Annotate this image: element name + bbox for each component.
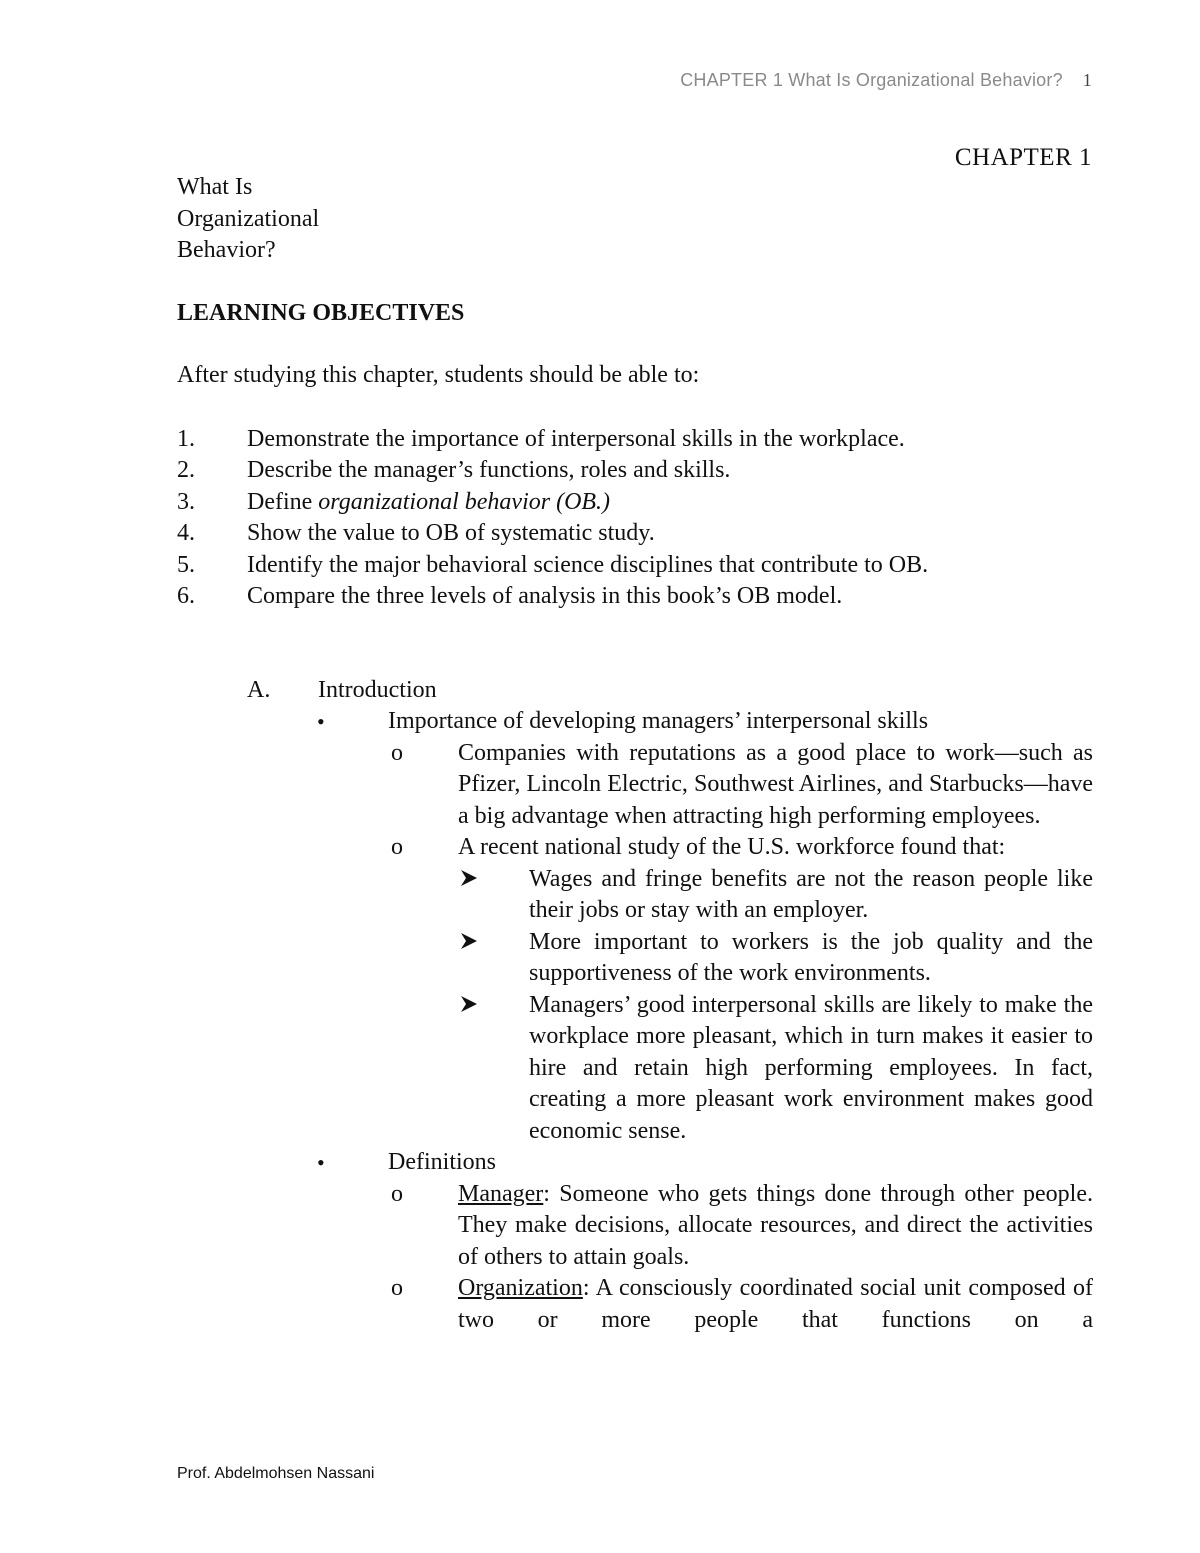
- bullet-label: Definitions: [388, 1149, 496, 1175]
- main-content: [177, 172, 1093, 1336]
- section-label: Introduction: [318, 676, 437, 703]
- section-marker: A.: [247, 676, 271, 703]
- circle-bullet-icon: o: [391, 1180, 403, 1207]
- objective-number: 5.: [177, 551, 195, 578]
- circle-bullet-icon: o: [391, 834, 403, 860]
- objective-text: Demonstrate the importance of interpersonal skills in the workplace.: [247, 425, 905, 452]
- objective-number: 6.: [177, 583, 195, 609]
- running-title: CHAPTER 1 What Is Organizational Behavior?: [680, 70, 1063, 90]
- objective-text: Compare the three levels of analysis in this book’s OB model.: [247, 583, 843, 609]
- definition-term: Manager: [458, 1180, 544, 1207]
- arrow-bullet-icon: [459, 992, 479, 1024]
- bullet-label: Importance of developing managers’ interpersonal skills: [388, 708, 929, 734]
- objective-item: [177, 455, 1093, 487]
- page-number: 1: [1082, 70, 1092, 90]
- subitem-text: Companies with reputations as a good place to work—such as Pfizer, Lincoln Electric, Southwest Airlines, and Starbucks—have a big advantage when attracting high performing employees.: [458, 739, 1093, 829]
- bullet-icon: •: [317, 1150, 325, 1175]
- chapter-title-line: Behavior?: [177, 237, 276, 263]
- objective-number: 2.: [177, 457, 195, 483]
- outline-subitem: [177, 1273, 1093, 1336]
- circle-bullet-icon: o: [391, 739, 403, 766]
- objective-text-prefix: Define: [247, 488, 319, 515]
- learning-objectives-intro: After studying this chapter, students should be able to:: [177, 362, 700, 388]
- outline-subitem: [177, 1179, 1093, 1274]
- bullet-icon: •: [317, 709, 325, 734]
- outline-arrow-item: [177, 927, 1093, 990]
- arrow-item-text: Wages and fringe benefits are not the reason people like their jobs or stay with an employer.: [529, 865, 1093, 923]
- page-footer-author: Prof. Abdelmohsen Nassani: [177, 1465, 375, 1482]
- outline-section: [177, 675, 1093, 707]
- learning-objectives-list: [177, 424, 1093, 613]
- objective-text: Describe the manager’s functions, roles and skills.: [247, 457, 731, 483]
- objective-italic-term: organizational behavior (OB.): [318, 488, 611, 515]
- definition-term: Organization: [458, 1275, 583, 1301]
- objective-item: [177, 487, 1093, 519]
- chapter-title-line: Organizational: [177, 205, 320, 232]
- chapter-outline: [177, 675, 1093, 1337]
- objective-item: [177, 424, 1093, 456]
- outline-subitem: [177, 738, 1093, 833]
- objective-text: Identify the major behavioral science disciplines that contribute to OB.: [247, 551, 929, 578]
- circle-bullet-icon: o: [391, 1275, 403, 1301]
- objective-item: [177, 581, 1093, 613]
- chapter-title: [177, 172, 1093, 267]
- subitem-text: A recent national study of the U.S. workforce found that:: [458, 834, 1006, 860]
- arrow-bullet-icon: [459, 929, 479, 961]
- outline-arrow-item: [177, 864, 1093, 927]
- objective-text: Show the value to OB of systematic study.: [247, 520, 655, 546]
- outline-bullet: [177, 706, 1093, 738]
- running-header: [680, 70, 1092, 91]
- arrow-item-text: Managers’ good interpersonal skills are likely to make the workplace more pleasant, which in turn makes it easier to hire and retain high performing employees. In fact, creating a more pleasant work environment makes good economic sense.: [529, 991, 1093, 1144]
- outline-arrow-item: [177, 990, 1093, 1148]
- definition-text: : Someone who gets things done through other people. They make decisions, allocate resources, and direct the activities of others to attain goals.: [458, 1180, 1093, 1270]
- outline-bullet: [177, 1147, 1093, 1179]
- objective-number: 3.: [177, 488, 195, 515]
- arrow-item-text: More important to workers is the job quality and the supportiveness of the work environments.: [529, 928, 1093, 986]
- outline-subitem: [177, 832, 1093, 864]
- objective-item: [177, 550, 1093, 582]
- objective-number: 4.: [177, 520, 195, 546]
- definition-text: : A consciously coordinated social unit composed of two or more people that functions on a: [458, 1275, 1093, 1333]
- arrow-bullet-icon: [459, 866, 479, 898]
- objective-item: [177, 518, 1093, 550]
- objective-number: 1.: [177, 425, 195, 452]
- chapter-title-line: What Is: [177, 174, 253, 200]
- chapter-label: CHAPTER 1: [954, 144, 1092, 171]
- learning-objectives-heading: LEARNING OBJECTIVES: [177, 299, 465, 326]
